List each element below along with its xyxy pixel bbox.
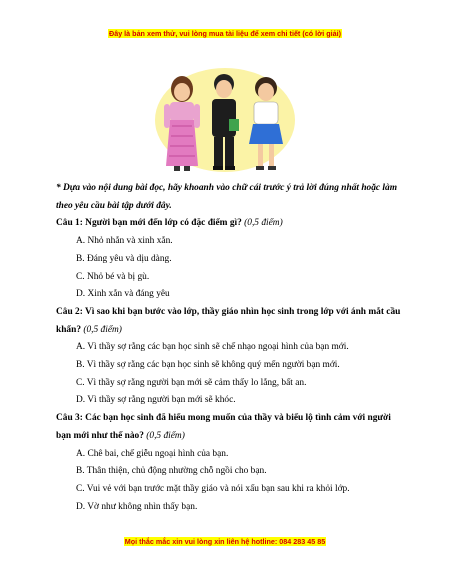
question-points: (0,5 điểm) [83,324,122,335]
answer-option: C. Vì thầy sợ rằng người bạn mới sẽ cảm thấy lo lắng, bất an. [76,377,307,388]
answer-option: B. Đáng yêu và dịu dàng. [76,253,172,264]
question-text: Vì sao khi bạn bước vào lớp, thầy giáo nhìn học sinh trong lớp với ánh mắt cầu khẩn? [56,306,401,335]
question-label: Câu 1: [56,218,83,229]
answer-option: B. Thân thiện, chủ động nhường chỗ ngồi cho bạn. [76,466,267,477]
three-students-illustration [150,64,300,174]
question-3 [56,410,406,516]
question-2 [56,304,406,410]
instruction-text: * Dựa vào nội dung bài đọc, hãy khoanh vào chữ cái trước ý trả lời đúng nhất hoặc làm theo yêu cầu bài tập dưới đây. [56,183,398,211]
answer-option: A. Nhỏ nhắn và xinh xắn. [76,236,173,247]
answer-option: C. Nhỏ bé và bị gù. [76,271,150,282]
answer-option: D. Xinh xắn và đáng yêu [76,289,170,300]
question-text: Người bạn mới đến lớp có đặc điểm gì? [85,218,242,229]
answer-option: D. Vờ như không nhìn thấy bạn. [76,501,198,512]
hotline-text: Mọi thắc mắc xin vui lòng xin liên hệ hotline: 084 283 45 85 [124,537,326,546]
answer-option: A. Vì thầy sợ rằng các bạn học sinh sẽ chế nhạo ngoại hình của bạn mới. [76,342,349,353]
question-text: Các bạn học sinh đã hiểu mong muốn của thầy và biểu lộ tình cảm với người bạn mới như thế nào? [56,413,391,441]
answer-option: A. Chê bai, chế giễu ngoại hình của bạn. [76,448,229,459]
worksheet-content [56,180,406,516]
answer-option: D. Vì thầy sợ rằng người bạn mới sẽ khóc. [76,395,236,406]
answer-option: C. Vui vẻ với bạn trước mặt thầy giáo và nói xấu bạn sau khi ra khỏi lớp. [76,483,350,494]
question-label: Câu 2: [56,306,83,317]
hotline-banner [0,537,450,546]
question-points: (0,5 điểm) [244,218,283,229]
question-points: (0,5 điểm) [146,430,185,441]
preview-notice-text: Đây là bản xem thử, vui lòng mua tài liệu để xem chi tiết (có lời giải) [109,29,341,38]
question-1 [56,215,406,304]
answer-option: B. Vì thầy sợ rằng các bạn học sinh sẽ không quý mến người bạn mới. [76,360,340,371]
question-label: Câu 3: [56,413,83,424]
preview-notice-banner [0,29,450,38]
